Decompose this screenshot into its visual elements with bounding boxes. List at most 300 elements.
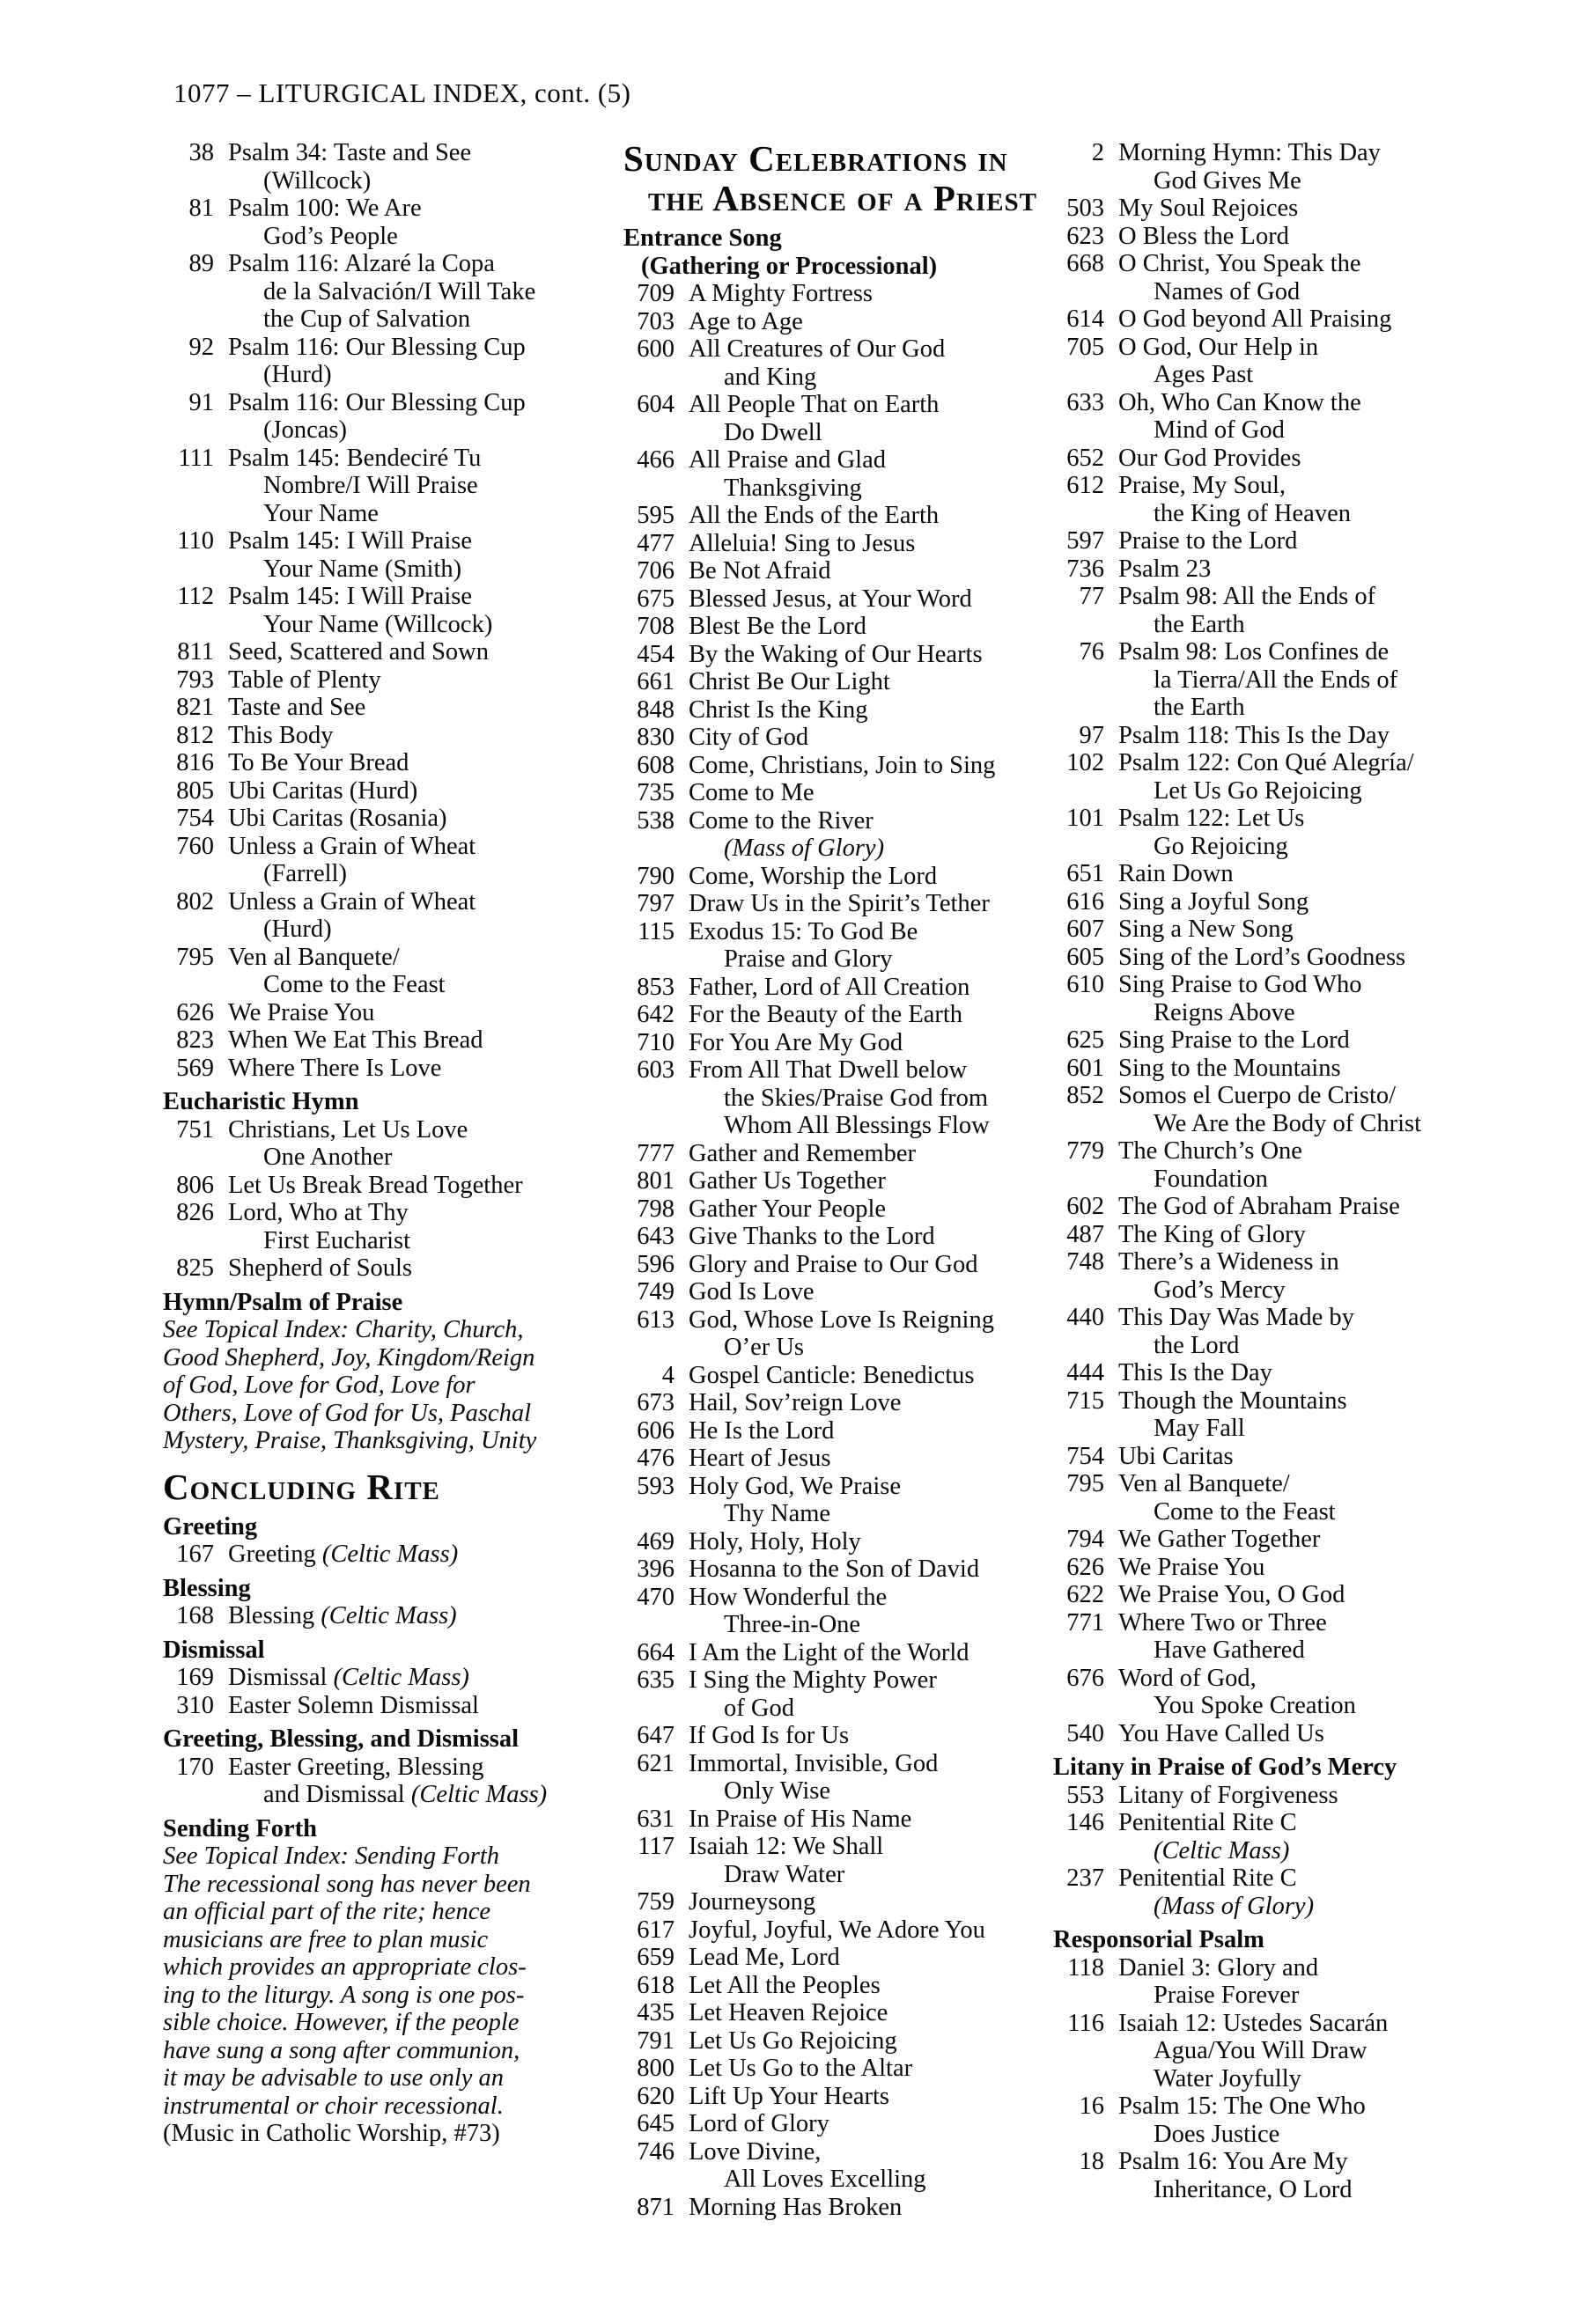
index-entry-line [623, 1389, 1068, 1417]
topical-note [163, 1842, 603, 1871]
entry-title [1118, 1193, 1400, 1220]
index-entry [623, 1167, 1068, 1195]
entry-number: 2 [1091, 139, 1104, 166]
index-entry-line [1053, 722, 1581, 750]
text-segment: Heart of Jesus [689, 1445, 831, 1472]
index-entry [623, 724, 1068, 752]
text-segment: Reigns Above [1154, 998, 1295, 1026]
entry-title-continued [163, 916, 603, 944]
index-entry-line [1053, 195, 1581, 223]
text-segment: We Are the Body of Christ [1154, 1109, 1422, 1137]
index-entry [623, 446, 1068, 502]
index-entry [1053, 139, 1581, 195]
entry-title [1118, 971, 1362, 998]
section-heading: Greeting, Blessing, and Dismissal [163, 1725, 520, 1753]
index-entry-line [623, 1944, 1068, 1972]
entry-number: 593 [637, 1472, 675, 1500]
text-segment: (Music in Catholic Worship, #73) [163, 2120, 500, 2147]
text-segment: Journeysong [689, 1888, 816, 1916]
entry-number: 596 [637, 1250, 675, 1278]
index-entry [1053, 1720, 1581, 1748]
entry-title-continued [163, 278, 603, 306]
index-entry [163, 722, 603, 750]
entry-title-continued [623, 419, 1068, 447]
entry-title [228, 722, 334, 749]
entry-number: 675 [637, 585, 675, 613]
text-segment: the Earth [1154, 610, 1245, 638]
text-segment: In Praise of His Name [689, 1805, 912, 1833]
index-entry-line [623, 1555, 1068, 1584]
entry-title [689, 1278, 814, 1305]
entry-title-continued [1053, 1332, 1581, 1360]
entry-title [689, 1750, 938, 1777]
entry-title [1118, 1359, 1272, 1386]
text-segment: Ubi Caritas (Hurd) [228, 776, 418, 805]
entry-number: 805 [176, 776, 214, 805]
index-entry [623, 1029, 1068, 1057]
text-segment: Your Name (Willcock) [263, 610, 493, 638]
entry-title-continued [163, 361, 603, 389]
index-entry [623, 280, 1068, 308]
text-segment: First Eucharist [263, 1226, 411, 1254]
entry-title [689, 2055, 912, 2082]
italic-annotation: (Celtic Mass) [410, 1781, 548, 1808]
index-entry [623, 335, 1068, 391]
entry-title [689, 1833, 883, 1860]
index-entry-line [1053, 250, 1581, 278]
entry-number: 703 [637, 307, 675, 335]
text-segment: Ven al Banquete/ [1118, 1470, 1290, 1497]
index-entry-line [623, 1223, 1068, 1251]
text-segment: (Willcock) [263, 166, 372, 195]
entry-number: 631 [637, 1805, 675, 1833]
index-entry-line [623, 1916, 1068, 1945]
text-segment: All People That on Earth [689, 391, 940, 418]
text-segment: You Spoke Creation [1154, 1692, 1356, 1719]
entry-number: 538 [637, 806, 675, 835]
entry-title-continued [163, 555, 603, 584]
index-entry-line [1053, 583, 1581, 611]
entry-number: 790 [637, 862, 675, 890]
entry-number: 812 [176, 721, 214, 749]
entry-title-continued [163, 860, 603, 888]
entry-title [1118, 1954, 1318, 1982]
index-entry [623, 613, 1068, 641]
entry-title-continued [623, 1611, 1068, 1639]
text-segment: Gospel Canticle: Benedictus [689, 1361, 975, 1389]
entry-number: 168 [176, 1602, 214, 1629]
entry-title-continued [163, 167, 603, 195]
entry-number: 569 [176, 1054, 214, 1082]
text-segment: Psalm 16: You Are My [1118, 2148, 1348, 2175]
index-entry [1053, 1248, 1581, 1304]
text-segment: Christians, Let Us Love [228, 1115, 468, 1144]
index-entry [163, 445, 603, 528]
entry-number: 111 [178, 444, 214, 472]
index-entry-line [1053, 1782, 1581, 1810]
text-segment: Psalm 116: Our Blessing Cup [228, 388, 526, 416]
entry-number: 81 [188, 195, 214, 222]
entry-title [689, 724, 808, 751]
text-segment: Somos el Cuerpo de Cristo/ [1118, 1082, 1397, 1109]
index-entry-line [1053, 860, 1581, 888]
entry-number: 606 [637, 1416, 675, 1445]
index-entry-line [623, 1195, 1068, 1224]
index-entry-line [623, 2194, 1068, 2222]
text-segment: Table of Plenty [228, 666, 381, 694]
text-segment: O God, Our Help in [1118, 333, 1319, 361]
entry-title-continued [163, 416, 603, 445]
entry-number: 651 [1066, 860, 1104, 887]
entry-title [228, 749, 409, 776]
index-entry-line [623, 280, 1068, 308]
index-entry [1053, 527, 1581, 555]
entry-title [1118, 1665, 1257, 1692]
index-entry-line [623, 974, 1068, 1002]
index-entry [623, 1223, 1068, 1251]
index-entry [163, 694, 603, 722]
entry-title [689, 1473, 901, 1500]
text-segment: Morning Hymn: This Day [1118, 139, 1381, 166]
entry-number: 115 [638, 917, 675, 945]
index-entry-line [623, 696, 1068, 724]
entry-title-continued [163, 305, 603, 334]
index-entry-line [623, 335, 1068, 364]
entry-title [689, 1195, 886, 1223]
entry-title [689, 2110, 829, 2137]
entry-number: 169 [176, 1664, 214, 1691]
topical-note [163, 1316, 603, 1455]
entry-number: 749 [637, 1278, 675, 1305]
entry-number: 602 [1066, 1193, 1104, 1220]
entry-title [1118, 1864, 1297, 1892]
text-segment: Shepherd of Souls [228, 1254, 412, 1282]
entry-number: 118 [1067, 1953, 1104, 1982]
text-segment: Gather Us Together [689, 1167, 886, 1195]
entry-title [228, 445, 481, 472]
text-segment: and King [724, 363, 817, 391]
index-entry-line [163, 944, 603, 972]
index-entry-line [1053, 1581, 1581, 1609]
index-entry [163, 805, 603, 833]
entry-title [1118, 583, 1375, 610]
text-segment: This Body [228, 721, 334, 749]
text-segment: If God Is for Us [689, 1722, 850, 1749]
entry-title-continued [163, 611, 603, 639]
index-entry-line [163, 1541, 603, 1569]
text-segment: We Praise You [228, 998, 375, 1026]
entry-title [228, 1055, 441, 1082]
index-entry [623, 1750, 1068, 1806]
entry-number: 791 [637, 2026, 675, 2055]
entry-number: 110 [177, 527, 214, 555]
index-entry-line [623, 1722, 1068, 1750]
entry-title [228, 1541, 458, 1568]
index-entry-line [623, 1473, 1068, 1501]
index-entry-line [163, 195, 603, 223]
entry-number: 621 [637, 1749, 675, 1777]
text-segment: Your Name [263, 499, 379, 527]
index-entry [163, 1116, 603, 1172]
entry-number: 625 [1066, 1026, 1104, 1054]
index-entry [623, 308, 1068, 336]
index-entry-line [623, 1056, 1068, 1085]
entry-number: 801 [637, 1167, 675, 1195]
entry-title-continued [1053, 167, 1581, 195]
text-segment: God Is Love [689, 1278, 815, 1305]
entry-title [1118, 1809, 1297, 1836]
index-column-1 [163, 139, 603, 2148]
entry-title [1118, 1304, 1354, 1331]
index-entry [623, 1195, 1068, 1224]
text-segment: Alleluia! Sing to Jesus [689, 529, 916, 557]
entry-title [228, 527, 472, 555]
index-entry-line [623, 1972, 1068, 2000]
note-line [163, 1953, 603, 1982]
index-entry [623, 2083, 1068, 2111]
text-segment: Psalm 145: Bendeciré Tu [228, 444, 482, 472]
entry-title [689, 641, 983, 668]
index-entry [1053, 1137, 1581, 1193]
index-entry-line [623, 613, 1068, 641]
index-entry-line [623, 1278, 1068, 1306]
index-entry-line [623, 1140, 1068, 1168]
entry-number: 146 [1066, 1809, 1104, 1836]
entry-number: 116 [1067, 2009, 1104, 2037]
text-segment: Exodus 15: To God Be [689, 917, 918, 945]
index-entry-line [1053, 2092, 1581, 2121]
entry-title-continued [1053, 1982, 1581, 2010]
entry-title-continued [163, 1781, 603, 1809]
text-segment: Nombre/I Will Praise [263, 472, 478, 499]
index-entry-line [163, 722, 603, 750]
note-line [163, 1982, 603, 2010]
entry-title [1118, 1055, 1341, 1082]
index-entry [623, 1251, 1068, 1279]
text-segment: Come, Christians, Join to Sing [689, 751, 996, 779]
index-entry-line [623, 1888, 1068, 1916]
index-entry-line [163, 527, 603, 555]
entry-number: 871 [637, 2193, 675, 2221]
entry-number: 626 [1066, 1553, 1104, 1581]
entry-number: 633 [1066, 388, 1104, 416]
index-entry-line [163, 583, 603, 611]
index-entry [1053, 860, 1581, 888]
entry-title-continued [1053, 1276, 1581, 1305]
entry-title-continued [1053, 1837, 1581, 1865]
index-entry-line [1053, 1609, 1581, 1637]
entry-number: 623 [1066, 222, 1104, 250]
entry-number: 622 [1066, 1581, 1104, 1608]
entry-number: 771 [1066, 1608, 1104, 1636]
text-segment: God’s Mercy [1154, 1276, 1286, 1304]
entry-number: 603 [637, 1056, 675, 1084]
index-entry [1053, 971, 1581, 1026]
entry-title [228, 1754, 483, 1781]
entry-title [689, 1944, 840, 1971]
index-entry [1053, 555, 1581, 584]
index-entry [1053, 1221, 1581, 1249]
section-title [623, 139, 1068, 218]
entry-number: 91 [188, 388, 214, 416]
entry-number: 626 [176, 998, 214, 1026]
note-line [163, 1316, 603, 1344]
entry-title [689, 1555, 979, 1583]
entry-number: 652 [1066, 444, 1104, 472]
index-entry [623, 752, 1068, 780]
index-entry [1053, 1526, 1581, 1554]
note-line [163, 1842, 603, 1871]
entry-number: 614 [1066, 305, 1104, 333]
entry-number: 645 [637, 2110, 675, 2137]
index-entry-line [1053, 1248, 1581, 1276]
entry-number: 600 [637, 335, 675, 363]
index-entry [623, 1528, 1068, 1556]
index-entry [1053, 2148, 1581, 2203]
text-segment: an official part of the rite; hence [163, 1898, 491, 1925]
entry-number: 797 [637, 890, 675, 917]
text-segment: (Hurd) [263, 916, 332, 943]
entry-number: 597 [1066, 527, 1104, 555]
entry-number: 706 [637, 557, 675, 585]
text-segment: Psalm 145: I Will Praise [228, 527, 472, 555]
index-entry [1053, 389, 1581, 445]
italic-annotation: (Celtic Mass) [1154, 1836, 1290, 1864]
index-entry [623, 1999, 1068, 2027]
text-segment: One Another [263, 1144, 393, 1171]
entry-title [1118, 2148, 1348, 2175]
text-segment: Have Gathered [1154, 1636, 1305, 1664]
entry-title [689, 1056, 967, 1084]
index-entry [623, 1278, 1068, 1306]
entry-title [1118, 555, 1211, 583]
text-segment: Ubi Caritas [1118, 1442, 1234, 1470]
index-entry-line [163, 445, 603, 473]
index-entry-line [1053, 1809, 1581, 1837]
text-segment: Draw Us in the Spirit’s Tether [689, 890, 990, 917]
entry-title [1118, 1470, 1290, 1497]
entry-title-continued [163, 223, 603, 251]
text-segment: Hail, Sov’reign Love [689, 1389, 902, 1416]
entry-title [228, 1254, 412, 1282]
entry-title [1118, 749, 1414, 776]
text-segment: Foundation [1154, 1165, 1268, 1193]
index-entry [623, 1944, 1068, 1972]
text-segment: (Joncas) [263, 416, 347, 444]
note-line [163, 2037, 603, 2065]
entry-number: 618 [637, 1971, 675, 1999]
index-entry [623, 974, 1068, 1002]
text-segment: Lord of Glory [689, 2110, 829, 2137]
text-segment: Sing to the Mountains [1118, 1054, 1341, 1082]
entry-number: 664 [637, 1638, 675, 1666]
entry-title-continued [1053, 1893, 1581, 1921]
index-entry [1053, 1193, 1581, 1221]
note-line [163, 1898, 603, 1926]
text-segment: sible choice. However, if the people [163, 2009, 520, 2036]
entry-title [1118, 445, 1301, 472]
text-segment: Word of God, [1118, 1664, 1257, 1692]
text-segment: City of God [689, 724, 809, 751]
entry-title [689, 668, 890, 695]
text-segment: Where Two or Three [1118, 1608, 1327, 1636]
index-entry [1053, 583, 1581, 638]
entry-title [1118, 1720, 1324, 1747]
entry-title [228, 638, 489, 666]
index-entry-line [163, 250, 603, 278]
text-segment: O Bless the Lord [1118, 222, 1289, 250]
index-entry-line [163, 1055, 603, 1083]
entry-number: 642 [637, 1001, 675, 1028]
section-heading: Hymn/Psalm of Praise [163, 1288, 403, 1316]
entry-title [689, 391, 939, 418]
index-entry-line [1053, 1082, 1581, 1110]
text-segment: Ubi Caritas (Rosania) [228, 805, 447, 832]
entry-title [689, 1999, 888, 2026]
text-segment: Greeting [228, 1541, 322, 1568]
text-segment: Mystery, Praise, Thanksgiving, Unity [163, 1427, 537, 1454]
index-entry-line [1053, 1864, 1581, 1893]
text-segment: Blessing [228, 1602, 321, 1629]
text-segment: Let Us Go Rejoicing [689, 2026, 897, 2055]
index-entry-line [163, 749, 603, 777]
entry-title [1118, 139, 1381, 166]
index-entry [623, 1140, 1068, 1168]
entry-number: 751 [176, 1115, 214, 1144]
entry-number: 811 [177, 638, 214, 666]
entry-title [228, 805, 447, 832]
entry-number: 477 [637, 529, 675, 557]
entry-title-continued [163, 500, 603, 528]
index-entry [1053, 805, 1581, 860]
entry-title-continued [1053, 1498, 1581, 1526]
entry-title [689, 890, 990, 917]
text-segment: See Topical Index: Sending Forth [163, 1842, 500, 1870]
text-segment: A Mighty Fortress [689, 280, 874, 307]
text-segment: Do Dwell [724, 418, 822, 446]
index-entry-line [163, 139, 603, 167]
entry-title [1118, 1782, 1338, 1809]
index-entry [163, 1602, 603, 1630]
entry-title [1118, 805, 1304, 832]
entry-title-continued [623, 1500, 1068, 1528]
entry-title [689, 807, 874, 835]
entry-number: 18 [1079, 2148, 1104, 2175]
index-entry [623, 1473, 1068, 1528]
entry-title-continued [623, 364, 1068, 392]
index-entry [1053, 944, 1581, 972]
entry-title-continued [1053, 278, 1581, 306]
entry-title-continued [623, 1695, 1068, 1723]
text-segment: Names of God [1154, 277, 1301, 305]
entry-title [1118, 722, 1390, 749]
index-entry [1053, 1782, 1581, 1810]
index-entry-line [1053, 555, 1581, 584]
entry-title [689, 280, 873, 307]
italic-annotation: (Mass of Glory) [724, 835, 885, 862]
entry-title-continued [623, 945, 1068, 974]
entry-title [1118, 1581, 1345, 1608]
entry-title-continued [1053, 1166, 1581, 1194]
entry-title [1118, 1082, 1396, 1109]
text-segment: Come to the River [689, 806, 874, 835]
text-segment: Christ Be Our Light [689, 668, 890, 695]
text-segment: Sing Praise to the Lord [1118, 1026, 1350, 1054]
entry-title-continued [163, 472, 603, 500]
index-entry-line [1053, 1665, 1581, 1693]
entry-title-continued [163, 971, 603, 999]
entry-number: 830 [637, 724, 675, 751]
